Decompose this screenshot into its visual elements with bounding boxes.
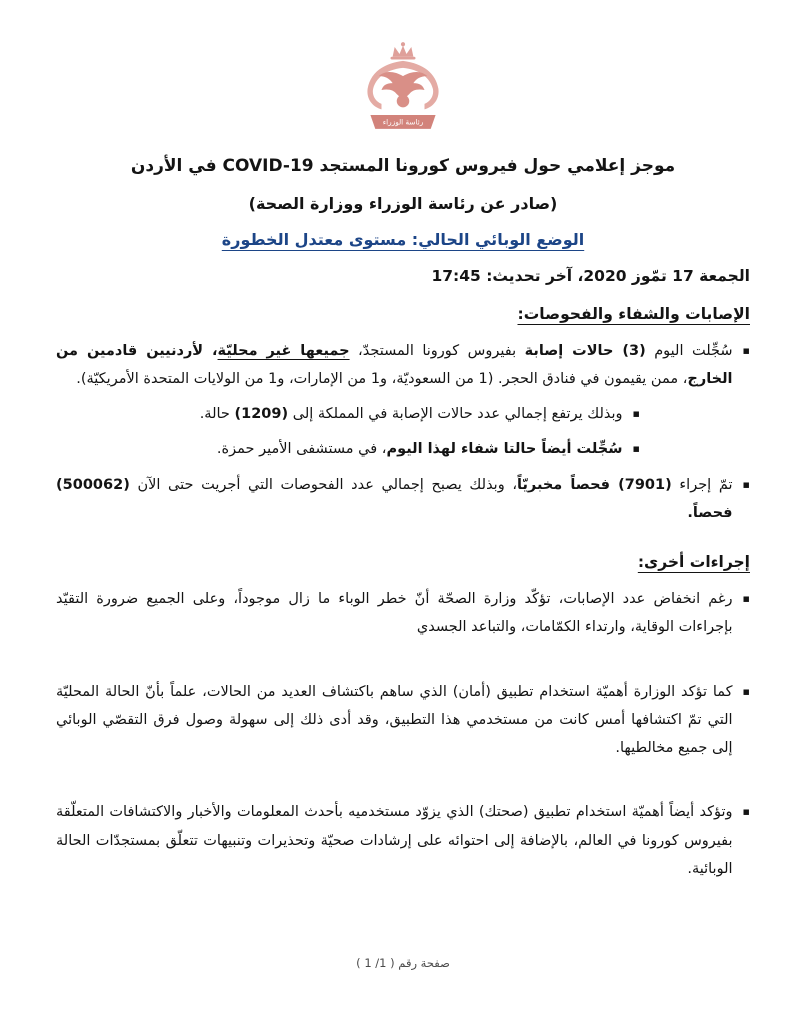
- coat-of-arms-graphic: [351, 40, 455, 140]
- status-heading: الوضع الوبائي الحالي: مستوى معتدل الخطورة: [221, 229, 585, 249]
- document-title: موجز إعلامي حول فيروس كورونا المستجد COVID-19 في الأردن: [130, 156, 676, 176]
- section-heading-cases: الإصابات والشفاء والفحوصات:: [517, 304, 750, 323]
- bullet-text: سُجِّلت اليوم (3) حالات إصابة بفيروس كورونا المستجدّ، جميعها غير محليّة، لأردنيين قادمين من الخارج، ممن يقيمون في فنادق الحجر. (1 من السعوديّة، و1 من الإمارات، و1 من الولايات المتحدة الأمريكيّة).: [56, 342, 733, 387]
- bullet-text: كما تؤكد الوزارة أهميّة استخدام تطبيق (أمان) الذي ساهم باكتشاف العديد من الحالات، علماً بأنّ الحالة المحليّة التي تمّ اكتشافها أمس كانت من مستخدمي هذا التطبيق، وقد أدى ذلك إلى سهولة وصول فرق التقصّي الوبائي إلى جميع مخالطيها.: [56, 683, 733, 757]
- bullet-text: رغم انخفاض عدد الإصابات، تؤكّد وزارة الصحّة أنّ خطر الوباء ما زال موجوداً، وعلى الجميع ضرورة التقيّد بإجراءات الوقاية، وارتداء الكمّامات، والتباعد الجسدي: [56, 591, 733, 636]
- bullet-item: [56, 585, 750, 642]
- cases-bullet-list: [56, 337, 750, 528]
- bullet-item: [56, 400, 750, 428]
- logo-banner-text: رئاسة الوزراء: [382, 117, 424, 127]
- bullet-marker-icon: ▪: [632, 407, 640, 421]
- measures-bullet-list: [56, 585, 750, 883]
- bullet-marker-icon: ▪: [742, 477, 750, 491]
- bullet-text: وبذلك يرتفع إجمالي عدد حالات الإصابة في المملكة إلى (1209) حالة.: [199, 406, 623, 423]
- globe-shape: [397, 95, 409, 107]
- crown-icon: [391, 42, 416, 59]
- section-heading-measures: إجراءات أخرى:: [637, 553, 750, 572]
- page-number: صفحة رقم ( 1/ 1 ): [356, 956, 450, 970]
- bullet-marker-icon: ▪: [632, 442, 640, 456]
- date-line: الجمعة 17 تمّوز 2020، آخر تحديث: 17:45: [431, 266, 750, 285]
- bullet-item: [56, 798, 750, 883]
- bullet-marker-icon: ▪: [742, 592, 750, 606]
- bullet-text: وتؤكد أيضاً أهميّة استخدام تطبيق (صحتك) الذي يزوّد مستخدميه بأحدث المعلومات والأخبار والاكتشافات المتعلّقة بفيروس كورونا في العالم، بالإضافة إلى احتوائه على إرشادات صحيّة وتحذيرات وتنبيهات تتعلّق بمستجدّات الحالة الوبائية.: [56, 804, 733, 877]
- bullet-marker-icon: ▪: [742, 805, 750, 819]
- bullet-item: [56, 471, 750, 528]
- bullet-text: سُجِّلت أيضاً حالتا شفاء لهذا اليوم، في مستشفى الأمير حمزة.: [216, 441, 623, 458]
- bullet-text: تمّ إجراء (7901) فحصاً مخبريّاً، وبذلك يصبح إجمالي عدد الفحوصات التي أجريت حتى الآن (500062) فحصاً.: [56, 476, 733, 521]
- document-subtitle: (صادر عن رئاسة الوزراء ووزارة الصحة): [248, 193, 558, 213]
- bullet-marker-icon: ▪: [742, 684, 750, 698]
- bullet-item: [56, 435, 750, 463]
- jordan-coat-of-arms-logo: [56, 40, 750, 144]
- bullet-item: [56, 337, 750, 394]
- bullet-item: [56, 678, 750, 763]
- bullet-marker-icon: ▪: [742, 343, 750, 357]
